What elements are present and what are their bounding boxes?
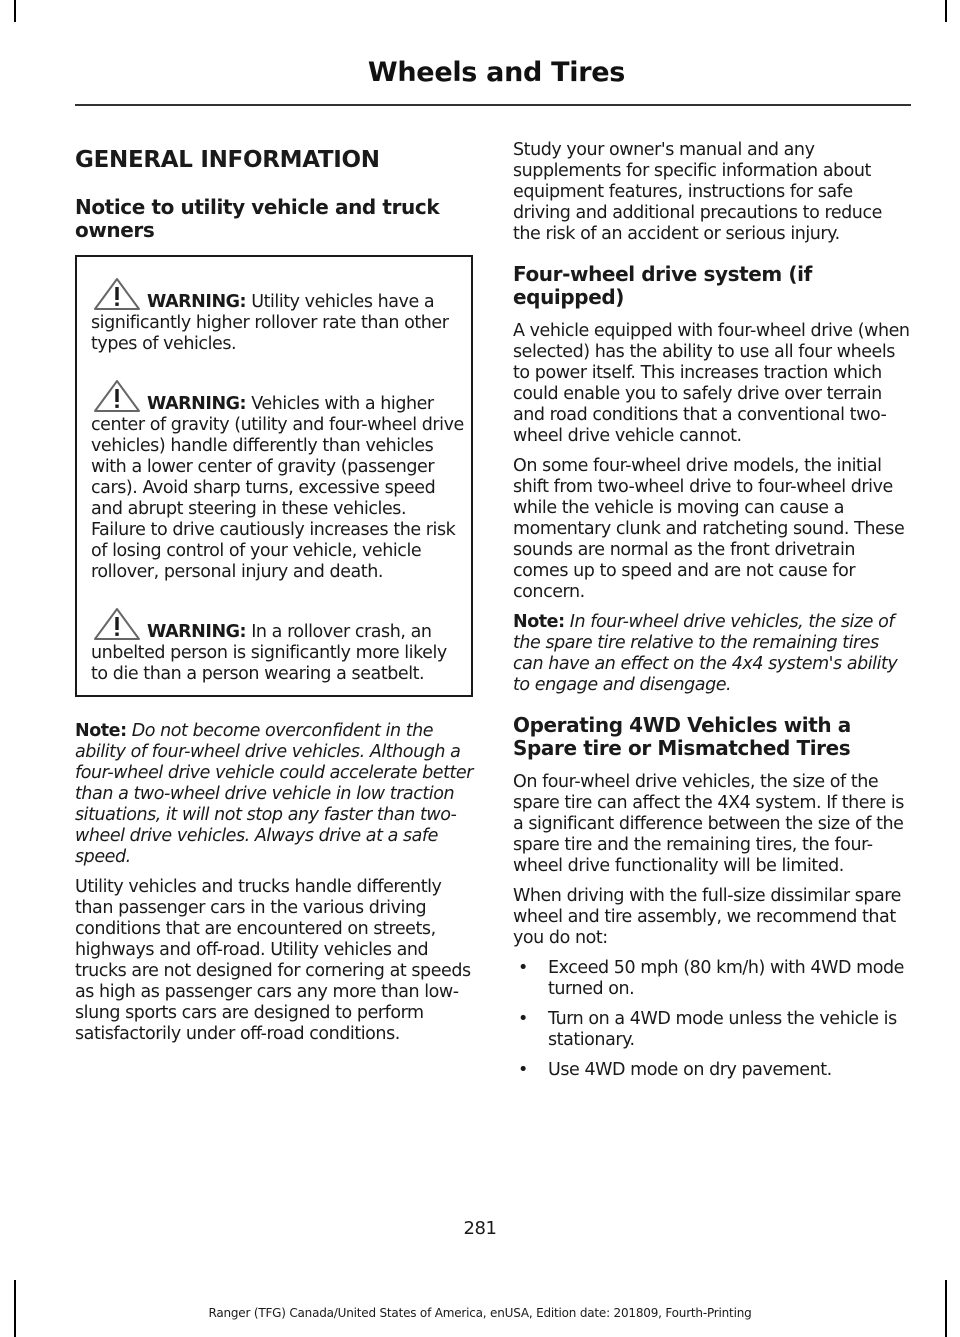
spare-paragraph-2: When driving with the full-size dissimilar spare wheel and tire assembly, we recommend that you do not: — [513, 886, 901, 948]
page-number: 281 — [463, 1218, 497, 1239]
bullet: • — [518, 1060, 528, 1080]
header-rule — [75, 104, 911, 106]
spare-paragraph-1: On four-wheel drive vehicles, the size of the spare tire can affect the 4X4 system. If there is a significant difference between the size of the spare tire and the remaining tires, the four-wheel drive functionality will be limited. — [513, 772, 904, 876]
intro-paragraph: Study your owner's manual and any supplements for specific information about equipment features, instructions for safe driving and additional precautions to reduce the risk of an accident or serious injury. — [513, 140, 882, 244]
bullet: • — [518, 1009, 528, 1029]
warning-text: In a rollover crash, an unbelted person is significantly more likely to die than a person wearing a seatbelt. — [91, 622, 447, 684]
crop-mark — [945, 0, 947, 22]
crop-mark — [14, 0, 16, 22]
section-title: GENERAL INFORMATION — [75, 147, 380, 173]
fourwd-paragraph-1: A vehicle equipped with four-wheel drive (when selected) has the ability to use all four wheels to power itself. This increases traction which could enable you to safely drive over terrain and road conditions that a conventional two-wheel drive vehicle cannot. — [513, 321, 910, 446]
right-column — [513, 140, 911, 1090]
list-item-text: Use 4WD mode on dry pavement. — [548, 1060, 832, 1080]
warning-label: WARNING: — [147, 394, 247, 414]
warning-label: WARNING: — [147, 622, 247, 642]
warning-item — [91, 277, 465, 355]
warning-item — [91, 607, 465, 685]
note-label: Note: — [513, 612, 565, 632]
spare-heading: Operating 4WD Vehicles with a Spare tire or Mismatched Tires — [513, 713, 851, 760]
warning-item — [91, 379, 465, 583]
warning-triangle-icon — [91, 607, 143, 641]
left-column — [75, 140, 473, 1054]
fourwd-heading: Four-wheel drive system (if equipped) — [513, 262, 812, 309]
warning-text: Vehicles with a higher center of gravity (utility and four-wheel drive vehicles) handle differently than vehicles with a lower center of gravity (passenger cars). Avoid sharp turns, excessive speed and abrupt steering in these vehicles. Failure to drive cautiously increases the risk of losing control of your vehicle, vehicle rollover, personal injury and death. — [91, 394, 464, 582]
list-item-text: Turn on a 4WD mode unless the vehicle is stationary. — [548, 1009, 897, 1050]
list-item — [513, 958, 911, 1000]
note-text: In four-wheel drive vehicles, the size of the spare tire relative to the remaining tires can have an effect on the 4x4 system's ability to engage and disengage. — [513, 612, 898, 695]
list-item — [513, 1009, 911, 1051]
warning-triangle-icon — [91, 379, 143, 413]
note-text: Do not become overconfident in the ability of four-wheel drive vehicles. Although a four-wheel drive vehicle could accelerate better than a two-wheel drive vehicle in low traction situations, it will not stop any faster than two-wheel drive vehicles. Always drive at a safe speed. — [75, 721, 473, 867]
note-paragraph — [75, 721, 473, 868]
list-item — [513, 1060, 911, 1081]
warning-text: Utility vehicles have a significantly higher rollover rate than other types of vehicles. — [91, 292, 449, 354]
fourwd-note — [513, 612, 911, 696]
warning-label: WARNING: — [147, 292, 247, 312]
note-label: Note: — [75, 721, 127, 741]
bullet: • — [518, 958, 528, 978]
recommendation-list — [513, 958, 911, 1081]
body-paragraph: Utility vehicles and trucks handle differently than passenger cars in the various driving conditions that are encountered on streets, highways and off-road. Utility vehicles and trucks are not designed for cornering at speeds as high as passenger cars any more than low-slung sports cars are designed to perform satisfactorily under off-road conditions. — [75, 877, 471, 1044]
list-item-text: Exceed 50 mph (80 km/h) with 4WD mode turned on. — [548, 958, 904, 999]
subheading: Notice to utility vehicle and truck owners — [75, 195, 440, 242]
footer-edition: Ranger (TFG) Canada/United States of America, enUSA, Edition date: 201809, Fourth-Printing — [208, 1306, 752, 1320]
warning-triangle-icon — [91, 277, 143, 311]
fourwd-paragraph-2: On some four-wheel drive models, the initial shift from two-wheel drive to four-wheel drive while the vehicle is moving can cause a momentary clunk and ratcheting sound. These sounds are normal as the front drivetrain comes up to speed and are not cause for concern. — [513, 456, 905, 602]
page-header-title: Wheels and Tires — [367, 57, 625, 88]
warning-box — [75, 255, 473, 697]
